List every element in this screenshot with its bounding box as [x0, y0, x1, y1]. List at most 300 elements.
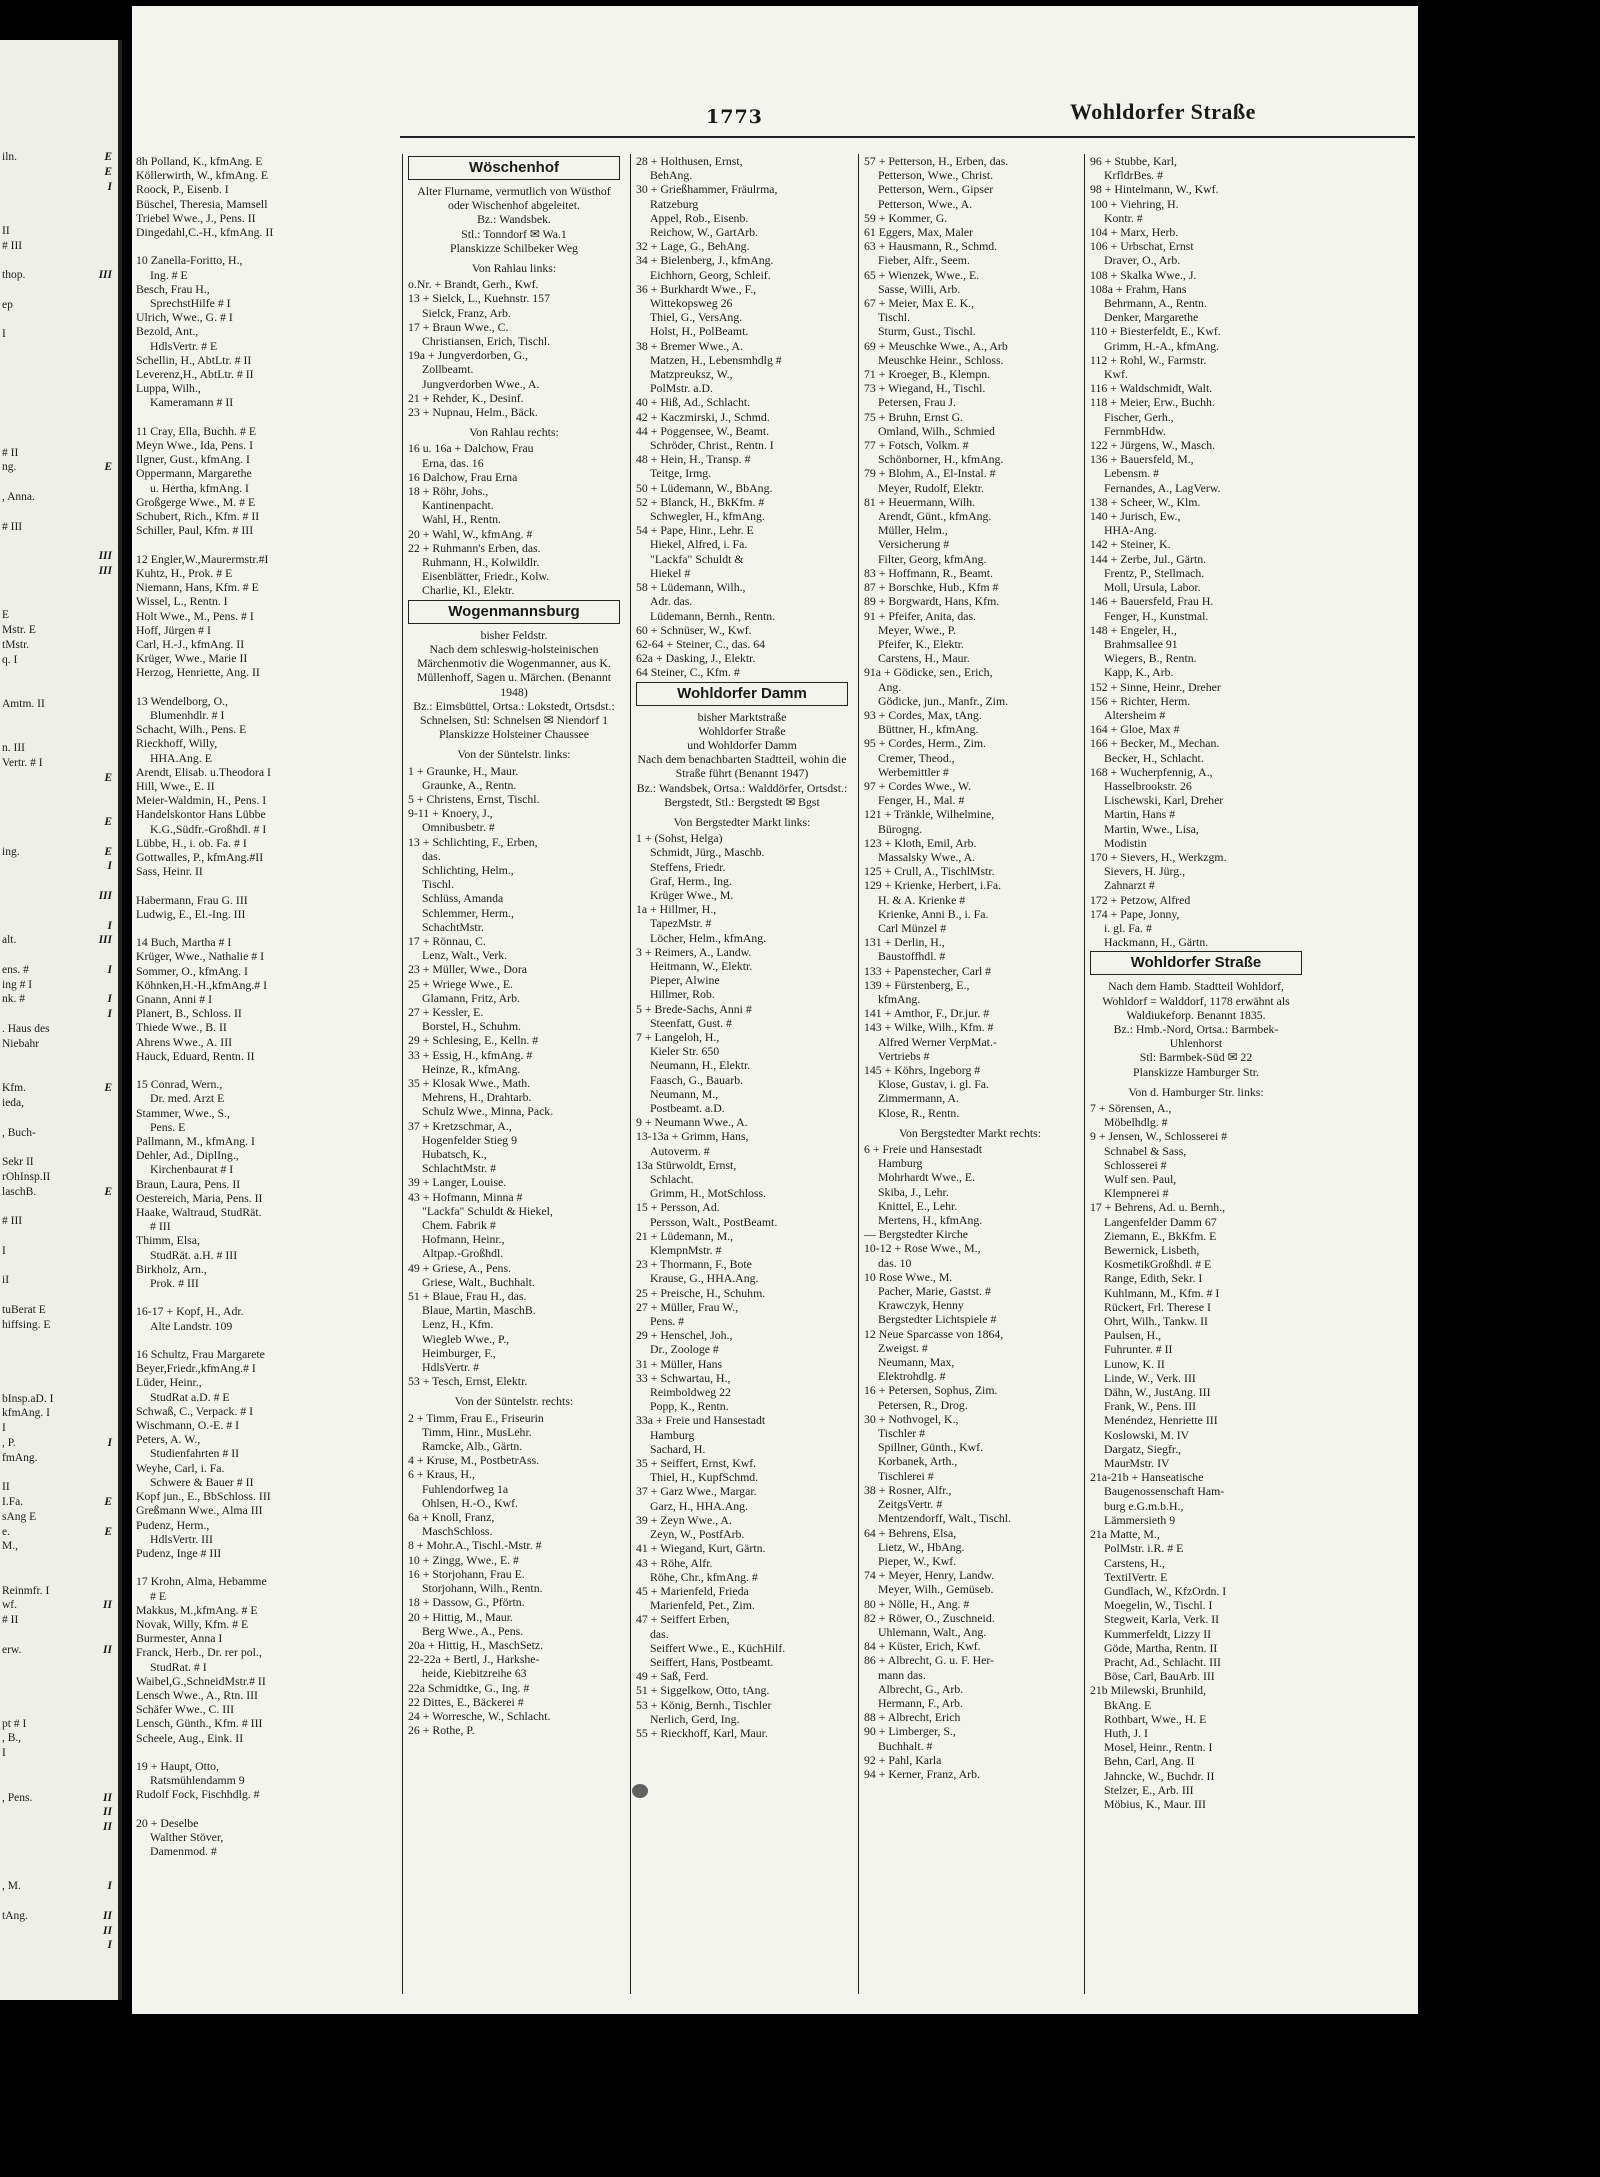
resident-entry: Koslowski, M. IV: [1104, 1427, 1190, 1442]
left-page-line: [2, 1421, 112, 1435]
resident-entry: Matzen, H., Lebensmhdlg #: [650, 352, 782, 367]
resident-entry: heide, Kiebitzreihe 63: [422, 1666, 527, 1681]
street-heading: Wohldorfer Damm: [636, 682, 848, 706]
resident-entry: Seiffert Wwe., E., KüchHilf.: [650, 1640, 786, 1655]
resident-entry: das.: [422, 848, 441, 863]
resident-entry: Petersen, Frau J.: [878, 395, 956, 410]
floor-marker: II: [103, 1924, 112, 1937]
resident-entry: Filter, Georg, kfmAng.: [878, 551, 987, 566]
house-entry: 55 + Rieckhoff, Karl, Maur.: [636, 1725, 768, 1740]
house-entry: 39 + Zeyn Wwe., A.: [636, 1512, 732, 1527]
house-entry: Gnann, Anni # I: [136, 991, 213, 1006]
house-entry: 62a + Dasking, J., Elektr.: [636, 651, 756, 666]
house-entry: 93 + Cordes, Max, tAng.: [864, 707, 982, 722]
house-entry: [136, 1290, 348, 1304]
house-entry: 13 + Schlichting, F., Erben,: [408, 834, 538, 849]
resident-entry: Krawczyk, Henny: [878, 1298, 964, 1313]
resident-entry: Brahmsallee 91: [1104, 636, 1178, 651]
resident-entry: BehAng.: [650, 168, 693, 183]
house-entry: 25 + Preische, H., Schuhm.: [636, 1285, 766, 1300]
resident-entry: Schlosserei #: [1104, 1157, 1167, 1172]
resident-entry: Carstens, H., Maur.: [878, 651, 970, 666]
resident-entry: # E: [150, 1588, 167, 1603]
left-page-line-text: Mstr. E: [2, 623, 36, 636]
house-entry: 84 + Küster, Erich, Kwf.: [864, 1639, 981, 1654]
resident-entry: Teitge, Irmg.: [650, 466, 712, 481]
resident-entry: Reimboldweg 22: [650, 1385, 731, 1400]
house-entry: 15 + Persson, Ad.: [636, 1200, 720, 1215]
house-entry: 144 + Zerbe, Jul., Gärtn.: [1090, 551, 1207, 566]
resident-entry: Ing. # E: [150, 267, 188, 282]
resident-entry: HdlsVertr. #: [422, 1360, 480, 1375]
house-entry: 22 Dittes, E., Bäckerei #: [408, 1694, 524, 1709]
resident-entry: Lenz, H., Kfm.: [422, 1317, 494, 1332]
left-page-line-text: . Haus des: [2, 1023, 50, 1036]
resident-entry: Dr. med. Arzt E: [150, 1091, 225, 1106]
house-entry: Krüger, Wwe., Marie II: [136, 651, 248, 666]
house-entry: 110 + Biesterfeldt, E., Kwf.: [1090, 324, 1221, 339]
resident-entry: H. & A. Krienke #: [878, 892, 966, 907]
house-entry: 20a + Hittig, H., MaschSetz.: [408, 1637, 544, 1652]
house-entry: 50 + Lüdemann, W., BbAng.: [636, 480, 773, 495]
house-entry: 71 + Kroeger, B., Klempn.: [864, 367, 991, 382]
left-page-line: [2, 1717, 112, 1731]
house-entry: 61 Eggers, Max, Maler: [864, 225, 974, 240]
house-entry: [136, 239, 348, 253]
resident-entry: Alte Landstr. 109: [150, 1318, 233, 1333]
house-entry: 7 + Langeloh, H.,: [636, 1029, 720, 1044]
resident-entry: Marienfeld, Pet., Zim.: [650, 1598, 755, 1613]
left-page-line-text: tuBerat E: [2, 1303, 46, 1316]
left-page-line: [2, 1643, 112, 1657]
house-entry: 41 + Wiegand, Kurt, Gärtn.: [636, 1541, 766, 1556]
house-entry: 2 + Timm, Frau E., Friseurin: [408, 1410, 544, 1425]
house-entry: Lüder, Heinr.,: [136, 1375, 202, 1390]
floor-marker: E: [104, 165, 112, 178]
left-page-line: [2, 1081, 112, 1095]
house-entry: 12 Engler,W.,Maurermstr.#I: [136, 551, 269, 566]
left-page-line: [2, 1096, 112, 1110]
house-entry: Carl, H.-J., kfmAng. II: [136, 636, 245, 651]
house-entry: o.Nr. + Brandt, Gerh., Kwf.: [408, 277, 539, 292]
resident-entry: Frentz, P., Stellmach.: [1104, 565, 1205, 580]
left-page-line: [2, 1155, 112, 1169]
resident-entry: Range, Edith, Sekr. I: [1104, 1271, 1203, 1286]
resident-entry: Göde, Martha, Rentn. II: [1104, 1640, 1218, 1655]
house-entry: Novak, Willy, Kfm. # E: [136, 1616, 249, 1631]
resident-entry: Fuhrunter. # II: [1104, 1342, 1173, 1357]
house-entry: 24 + Worresche, W., Schlacht.: [408, 1708, 551, 1723]
resident-entry: Moegelin, W., Tischl. I: [1104, 1598, 1213, 1613]
resident-entry: Kuhlmann, M., Kfm. # I: [1104, 1285, 1220, 1300]
resident-entry: Meyer, Rudolf, Elektr.: [878, 480, 985, 495]
resident-entry: Kameramann # II: [150, 395, 234, 410]
left-page-line-text: Sekr II: [2, 1156, 34, 1169]
resident-entry: Fernandes, A., LagVerw.: [1104, 480, 1221, 495]
left-page-line: [2, 1170, 112, 1184]
resident-entry: Pacher, Marie, Gastst. #: [878, 1284, 991, 1299]
house-entry: 35 + Seiffert, Ernst, Kwf.: [636, 1456, 757, 1471]
house-entry: Herzog, Henriette, Ang. II: [136, 665, 260, 680]
resident-entry: Fischer, Gerh.,: [1104, 409, 1174, 424]
house-entry: 95 + Cordes, Herm., Zim.: [864, 736, 986, 751]
house-entry: 1a + Hillmer, H.,: [636, 902, 717, 917]
house-entry: Schellin, H., AbtLtr. # II: [136, 352, 252, 367]
left-page-line: [2, 1244, 112, 1258]
resident-entry: SprechstHilfe # I: [150, 296, 231, 311]
house-entry: Schäfer Wwe., C. III: [136, 1702, 235, 1717]
resident-entry: Hasselbrookstr. 26: [1104, 778, 1192, 793]
house-entry: Makkus, M.,kfmAng. # E: [136, 1602, 258, 1617]
left-page-line-text: ep: [2, 298, 13, 311]
floor-marker: I: [107, 1436, 112, 1449]
house-entry: 35 + Klosak Wwe., Math.: [408, 1075, 531, 1090]
street-note: Bz.: Hmb.-Nord, Ortsa.: Barmbek-Uhlenhorst: [1113, 1021, 1279, 1051]
left-page-line: [2, 1495, 112, 1509]
resident-entry: Hogenfelder Stieg 9: [422, 1132, 518, 1147]
resident-entry: Grimm, H., MotSchloss.: [650, 1186, 767, 1201]
resident-entry: Persson, Walt., PostBeamt.: [650, 1214, 778, 1229]
house-entry: 57 + Petterson, H., Erben, das.: [864, 154, 1009, 168]
resident-entry: Schönborner, H., kfmAng.: [878, 452, 1004, 467]
left-page-line: [2, 298, 112, 312]
house-entry: Hill, Wwe., E. II: [136, 778, 215, 793]
house-entry: Hauck, Eduard, Rentn. II: [136, 1048, 255, 1063]
floor-marker: III: [98, 890, 112, 903]
resident-entry: Denker, Margarethe: [1104, 310, 1199, 325]
house-entry: 31 + Müller, Hans: [636, 1356, 723, 1371]
resident-entry: Pens. E: [150, 1119, 186, 1134]
resident-entry: mann das.: [878, 1667, 926, 1682]
section-heading: Von d. Hamburger Str. links:: [1128, 1084, 1264, 1099]
left-page-line-text: Amtm. II: [2, 697, 45, 710]
resident-entry: Uhlemann, Walt., Ang.: [878, 1624, 987, 1639]
house-entry: 123 + Kloth, Emil, Arb.: [864, 835, 977, 850]
resident-entry: Appel, Rob., Eisenb.: [650, 210, 749, 225]
house-entry: 1 + Graunke, H., Maur.: [408, 763, 519, 778]
floor-marker: I: [107, 860, 112, 873]
left-page-line: [2, 933, 112, 947]
resident-entry: Vertriebs #: [878, 1048, 930, 1063]
house-entry: 152 + Sinne, Heinr., Dreher: [1090, 679, 1221, 694]
floor-marker: I: [107, 1008, 112, 1021]
house-entry: 27 + Kessler, E.: [408, 1004, 484, 1019]
left-page-line-text: I: [2, 1747, 6, 1760]
resident-entry: Ziemann, E., BkKfm. E: [1104, 1228, 1217, 1243]
resident-entry: StudRat a.D. # E: [150, 1389, 230, 1404]
resident-entry: Draver, O., Arb.: [1104, 253, 1181, 268]
left-page-line: [2, 490, 112, 504]
house-entry: 145 + Köhrs, Ingeborg #: [864, 1063, 981, 1077]
resident-entry: Linde, W., Verk. III: [1104, 1370, 1196, 1385]
resident-entry: Rückert, Frl. Therese I: [1104, 1299, 1211, 1314]
column-divider: [630, 154, 631, 1994]
house-entry: 21b Milewski, Brunhild,: [1090, 1683, 1207, 1698]
left-page-line-text: I: [2, 1422, 6, 1435]
house-entry: 53 + König, Bernh., Tischler: [636, 1697, 772, 1712]
house-entry: 6 + Kraus, H.,: [408, 1467, 475, 1482]
house-entry: 17 Krohn, Alma, Hebamme: [136, 1574, 267, 1589]
left-page-line: [2, 1510, 112, 1524]
left-page-line-text: Reinmfr. I: [2, 1584, 50, 1597]
house-entry: 51 + Siggelkow, Otto, tAng.: [636, 1683, 770, 1698]
house-entry: 62-64 + Steiner, C., das. 64: [636, 636, 766, 651]
left-page-line-text: , M.: [2, 1880, 21, 1893]
resident-entry: Frank, W., Pens. III: [1104, 1399, 1197, 1414]
resident-entry: Lämmersieth 9: [1104, 1512, 1176, 1527]
floor-marker: II: [103, 1599, 112, 1612]
resident-entry: Lischewski, Karl, Dreher: [1104, 793, 1224, 808]
resident-entry: u. Hertha, kfmAng. I: [150, 480, 249, 495]
resident-entry: Altersheim #: [1104, 707, 1166, 722]
street-note: Bz.: Wandsbek, Ortsa.: Walddörfer, Ortsdst.: Bergstedt, Stl.: Bergstedt ✉ Bgst: [636, 780, 848, 809]
street-heading: Wohldorfer Straße: [1090, 951, 1302, 975]
resident-entry: Gundlach, W., KfzOrdn. I: [1104, 1583, 1227, 1598]
house-entry: Planert, B., Schloss. II: [136, 1006, 242, 1021]
resident-entry: Heimburger, F.,: [422, 1345, 496, 1360]
house-entry: 4 + Kruse, M., PostbetrAss.: [408, 1453, 540, 1468]
resident-entry: Studienfahrten # II: [150, 1446, 240, 1461]
resident-entry: Fenger, H., Kunstmal.: [1104, 608, 1209, 623]
left-page-line: [2, 1746, 112, 1760]
house-entry: 143 + Wilke, Wilh., Kfm. #: [864, 1020, 994, 1035]
resident-entry: Faasch, G., Bauarb.: [650, 1072, 744, 1087]
left-page-line: [2, 150, 112, 164]
resident-entry: ZeitgsVertr. #: [878, 1497, 943, 1512]
house-entry: Pallmann, M., kfmAng. I: [136, 1134, 255, 1149]
resident-entry: Lüdemann, Bernh., Rentn.: [650, 608, 776, 623]
house-entry: Kuhtz, H., Prok. # E: [136, 565, 233, 580]
left-page-line: [2, 1318, 112, 1332]
floor-marker: II: [103, 1643, 112, 1656]
resident-entry: Hamburg: [650, 1427, 695, 1442]
left-page-line-text: # III: [2, 520, 23, 533]
resident-entry: Behn, Carl, Ang. II: [1104, 1754, 1195, 1769]
house-entry: 10 Rose Wwe., M.: [864, 1269, 953, 1284]
resident-entry: Seiffert, Hans, Postbeamt.: [650, 1654, 774, 1669]
left-page-line: [2, 1451, 112, 1465]
left-page-line: [2, 1598, 112, 1612]
street-note: Alter Flurname, vermutlich von Wüsthof oder Wischenhof abgeleitet.: [417, 184, 611, 213]
left-page-line-text: rOhInsp.II: [2, 1170, 51, 1183]
house-entry: [136, 1560, 348, 1574]
resident-entry: Matzpreuksz, W.,: [650, 367, 733, 382]
resident-entry: Tischl.: [878, 310, 911, 325]
resident-entry: Christiansen, Erich, Tischl.: [422, 334, 551, 349]
house-entry: 138 + Scheer, W., Klm.: [1090, 494, 1201, 509]
resident-entry: KosmetikGroßhdl. # E: [1104, 1257, 1212, 1272]
left-page-line: [2, 1037, 112, 1051]
house-entry: 168 + Wucherpfennig, A.,: [1090, 764, 1213, 779]
house-entry: 21a-21b + Hanseatische: [1090, 1470, 1204, 1485]
house-entry: Schiller, Paul, Kfm. # III: [136, 523, 254, 538]
resident-entry: Pieper, Alwine: [650, 973, 720, 988]
house-entry: 48 + Hein, H., Transp. #: [636, 452, 751, 467]
street-note: Planskizze Schilbeker Weg: [450, 240, 578, 255]
left-page-line: [2, 1879, 112, 1893]
resident-entry: Löcher, Helm., kfmAng.: [650, 930, 767, 945]
resident-entry: KrfldrBes. #: [1104, 168, 1163, 183]
house-entry: 49 + Griese, A., Pens.: [408, 1260, 511, 1275]
left-page-line-text: I: [2, 1244, 6, 1257]
house-entry: Niemann, Hans, Kfm. # E: [136, 580, 259, 595]
house-entry: 40 + Hiß, Ad., Schlacht.: [636, 395, 751, 410]
resident-entry: Hackmann, H., Gärtn.: [1104, 935, 1209, 950]
resident-entry: Klose, Gustav, i. gl. Fa.: [878, 1077, 989, 1092]
house-entry: 28 + Holthusen, Ernst,: [636, 154, 743, 168]
resident-entry: Rothbart, Wwe., H. E: [1104, 1711, 1207, 1726]
resident-entry: Arendt, Günt., kfmAng.: [878, 509, 992, 524]
house-entry: 6a + Knoll, Franz,: [408, 1510, 495, 1525]
left-page-line-text: wf.: [2, 1599, 18, 1612]
house-entry: 14 Buch, Martha # I: [136, 935, 232, 950]
resident-entry: Adr. das.: [650, 594, 693, 609]
house-entry: 58 + Lüdemann, Wilh.,: [636, 580, 746, 595]
house-entry: 77 + Fotsch, Volkm. #: [864, 438, 969, 453]
header-rule: [400, 136, 1415, 138]
house-entry: Birkholz, Arn.,: [136, 1261, 207, 1276]
left-page-line: [2, 268, 112, 282]
resident-entry: Alfred Werner VerpMat.-: [878, 1034, 997, 1049]
resident-entry: Meyer, Wilh., Gemüseb.: [878, 1582, 994, 1597]
house-entry: 108a + Frahm, Hans: [1090, 281, 1187, 296]
resident-entry: Zeyn, W., PostfArb.: [650, 1527, 745, 1542]
left-page-line: [2, 1480, 112, 1494]
house-entry: 129 + Krienke, Herbert, i.Fa.: [864, 878, 1002, 893]
resident-entry: Charlie, Kl., Elektr.: [422, 583, 515, 598]
house-entry: 83 + Hoffmann, R., Beamt.: [864, 565, 993, 580]
left-page-line-text: ing.: [2, 845, 20, 858]
house-entry: Hoff, Jürgen # I: [136, 622, 211, 637]
house-entry: 9-11 + Knoery, J.,: [408, 806, 493, 821]
house-entry: Oppermann, Margarethe: [136, 466, 252, 481]
house-entry: Dehler, Ad., DiplIng.,: [136, 1148, 239, 1163]
left-page-line-text: sAng E: [2, 1510, 37, 1523]
left-page-line: [2, 623, 112, 637]
resident-entry: Schröder, Christ., Rentn. I: [650, 438, 774, 453]
floor-marker: I: [107, 1939, 112, 1952]
house-entry: 21a Matte, M.,: [1090, 1527, 1160, 1542]
resident-entry: das. 10: [878, 1255, 912, 1270]
floor-marker: II: [103, 1821, 112, 1834]
house-entry: 136 + Bauersfeld, M.,: [1090, 452, 1194, 467]
left-page-line: [2, 520, 112, 534]
resident-entry: HHA-Ang.: [1104, 523, 1157, 538]
resident-entry: i. gl. Fa. #: [1104, 920, 1152, 935]
house-entry: 82 + Röwer, O., Zuschneid.: [864, 1610, 995, 1625]
left-page-line: [2, 446, 112, 460]
resident-entry: Tischlerei #: [878, 1468, 934, 1483]
resident-entry: Petersen, R., Drog.: [878, 1397, 968, 1412]
floor-marker: I: [107, 963, 112, 976]
house-entry: 112 + Rohl, W., Farmstr.: [1090, 352, 1207, 367]
floor-marker: E: [104, 461, 112, 474]
resident-entry: Hubatsch, K.,: [422, 1147, 487, 1161]
resident-entry: Prok. # III: [150, 1276, 199, 1291]
left-page-line: [2, 845, 112, 859]
house-entry: 1 + (Sohst, Helga): [636, 831, 723, 846]
house-entry: 96 + Stubbe, Karl,: [1090, 154, 1177, 168]
house-entry: 108 + Skalka Wwe., J.: [1090, 267, 1197, 282]
resident-entry: Glamann, Fritz, Arb.: [422, 990, 520, 1005]
house-entry: 17 + Braun Wwe., C.: [408, 319, 509, 334]
resident-entry: Knittel, E., Lehr.: [878, 1198, 958, 1213]
left-page-line: [2, 1909, 112, 1923]
left-page-line-text: , Anna.: [2, 490, 35, 503]
resident-entry: Sielck, Franz, Arb.: [422, 305, 511, 320]
resident-entry: Lebensm. #: [1104, 466, 1160, 481]
left-page-line-text: Niebahr: [2, 1037, 40, 1050]
left-page-line-text: II: [2, 1481, 10, 1494]
resident-entry: Dargatz, Siegfr.,: [1104, 1441, 1182, 1456]
house-entry: 65 + Wienzek, Wwe., E.: [864, 267, 980, 282]
house-entry: Luppa, Wilh.,: [136, 381, 201, 396]
house-entry: Thiede Wwe., B. II: [136, 1020, 227, 1035]
house-entry: Holt Wwe., M., Pens. # I: [136, 608, 254, 623]
resident-entry: kfmAng.: [878, 991, 921, 1006]
house-entry: 16 + Petersen, Sophus, Zim.: [864, 1383, 998, 1398]
resident-entry: Albrecht, G., Arb.: [878, 1681, 964, 1696]
left-page-line-text: , B.,: [2, 1732, 22, 1745]
floor-marker: E: [104, 845, 112, 858]
ink-blot: [632, 1784, 648, 1798]
resident-entry: Schwere & Bauer # II: [150, 1474, 254, 1489]
resident-entry: Ohlsen, H.-O., Kwf.: [422, 1495, 518, 1510]
house-entry: [136, 921, 348, 935]
house-entry: 9 + Jensen, W., Schlosserei #: [1090, 1129, 1228, 1144]
house-entry: 23 + Nupnau, Helm., Bäck.: [408, 405, 538, 420]
house-entry: Büschel, Theresia, Mamsell: [136, 196, 268, 211]
resident-entry: Sievers, H. Jürg.,: [1104, 864, 1186, 879]
resident-entry: Hermann, F., Arb.: [878, 1695, 963, 1710]
house-entry: 19a + Jungverdorben, G.,: [408, 348, 529, 363]
resident-entry: Buchhalt. #: [878, 1738, 933, 1753]
left-page-line-text: # III: [2, 1215, 23, 1228]
left-page-line-text: # III: [2, 239, 23, 252]
house-entry: 91 + Pfeifer, Anita, das.: [864, 608, 977, 623]
street-note: Nach dem Hamb. Stadtteil Wohldorf, Wohldorf = Walddorf, 1178 erwähnt als Waldiukeforp. Benannt 1835.: [1102, 979, 1290, 1022]
house-entry: 118 + Meier, Erw., Buchh.: [1090, 395, 1215, 410]
resident-entry: MaschSchloss.: [422, 1524, 493, 1539]
house-entry: [136, 1745, 348, 1759]
resident-entry: Böse, Carl, BauArb. III: [1104, 1669, 1215, 1684]
resident-entry: Wahl, H., Rentn.: [422, 512, 501, 527]
resident-entry: Kirchenbaurat # I: [150, 1162, 234, 1177]
left-page-line: [2, 224, 112, 238]
resident-entry: Wiegers, B., Rentn.: [1104, 651, 1197, 666]
resident-entry: Blumenhdlr. # I: [150, 707, 225, 722]
house-entry: Weyhe, Carl, i. Fa.: [136, 1460, 225, 1475]
house-entry: 20 + Wahl, W., kfmAng. #: [408, 526, 533, 541]
resident-entry: Garz, H., HHA.Ang.: [650, 1498, 748, 1513]
resident-entry: Borstel, H., Schuhm.: [422, 1019, 521, 1034]
left-page-line-text: ens. #: [2, 963, 29, 976]
resident-entry: Stelzer, E., Arb. III: [1104, 1782, 1194, 1797]
house-entry: 10 Zanella-Foritto, H.,: [136, 253, 243, 268]
house-entry: 79 + Blohm, A., El-Instal. #: [864, 466, 996, 481]
house-entry: Peters, A. W.,: [136, 1432, 201, 1447]
house-entry: 156 + Richter, Herm.: [1090, 693, 1191, 708]
house-entry: Meier-Waldmin, H., Pens. I: [136, 793, 267, 808]
left-page-line-text: thop.: [2, 269, 26, 282]
floor-marker: E: [104, 1082, 112, 1095]
left-page-line-text: ing # I: [2, 978, 33, 991]
house-entry: 133 + Papenstecher, Carl #: [864, 963, 992, 978]
house-entry: — Bergstedter Kirche: [864, 1227, 968, 1242]
left-page-line-text: I: [2, 328, 6, 341]
house-entry: Handelskontor Hans Lübbe: [136, 807, 266, 822]
floor-marker: III: [98, 934, 112, 947]
